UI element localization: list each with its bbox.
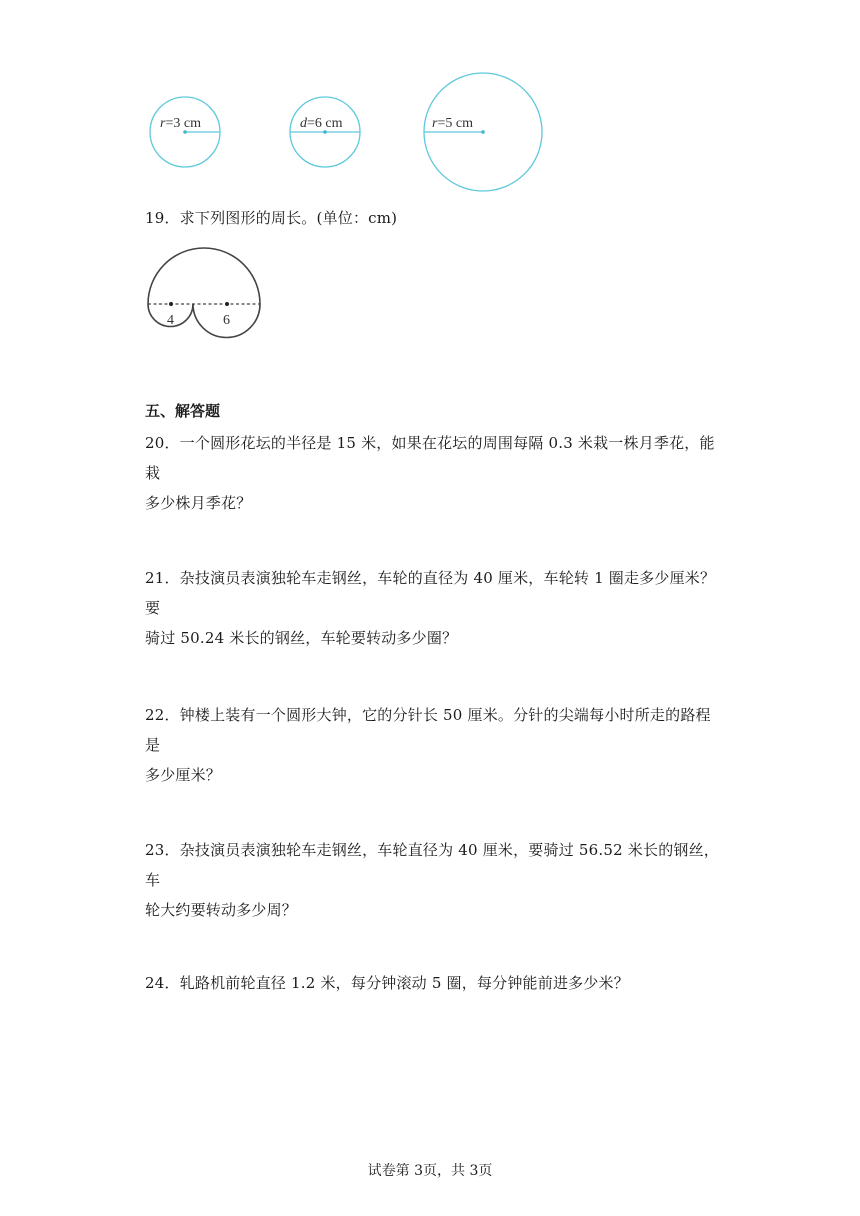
question-22-line1: 22．钟楼上装有一个圆形大钟，它的分针长 50 厘米。分针的尖端每小时所走的路程是 xyxy=(145,706,711,754)
question-19-text: 19．求下列图形的周长。(单位：cm) xyxy=(145,209,398,227)
circle-r3-label: r=3 cm xyxy=(160,116,201,131)
question-20-line1: 20．一个圆形花坛的半径是 15 米，如果在花坛的周围每隔 0.3 米栽一株月季花，能栽 xyxy=(145,434,715,482)
question-20 xyxy=(145,428,720,518)
page-footer: 试卷第 3页，共 3页 xyxy=(367,1163,493,1179)
question-22-line2: 多少厘米？ xyxy=(145,766,222,784)
question-23-line2: 轮大约要转动多少周？ xyxy=(145,901,298,919)
shape-label-4: 4 xyxy=(167,313,174,328)
question-23-line1: 23．杂技演员表演独轮车走钢丝，车轮直径为 40 厘米，要骑过 56.52 米长的钢丝，车 xyxy=(145,841,719,889)
question-22 xyxy=(145,700,720,790)
circle-d6 xyxy=(290,97,360,167)
circle-r5-label: r=5 cm xyxy=(432,116,473,131)
question-24 xyxy=(145,968,720,998)
composite-shape-figure xyxy=(140,240,270,345)
shape-label-6: 6 xyxy=(223,313,230,328)
question-21-line2: 骑过 50.24 米长的钢丝，车轮要转动多少圈？ xyxy=(145,629,458,647)
circle-r3 xyxy=(150,97,220,167)
circle-d6-label: d=6 cm xyxy=(300,116,343,131)
question-21-line1: 21．杂技演员表演独轮车走钢丝，车轮的直径为 40 厘米，车轮转 1 圈走多少厘米？要 xyxy=(145,569,716,617)
section-heading: 五、解答题 xyxy=(145,402,221,420)
question-20-line2: 多少株月季花？ xyxy=(145,494,252,512)
question-21 xyxy=(145,563,720,653)
circles-figure xyxy=(130,62,560,197)
question-24-line1: 24．轧路机前轮直径 1.2 米，每分钟滚动 5 圈，每分钟能前进多少米？ xyxy=(145,974,629,992)
circle-r5 xyxy=(424,73,542,191)
question-23 xyxy=(145,835,720,925)
